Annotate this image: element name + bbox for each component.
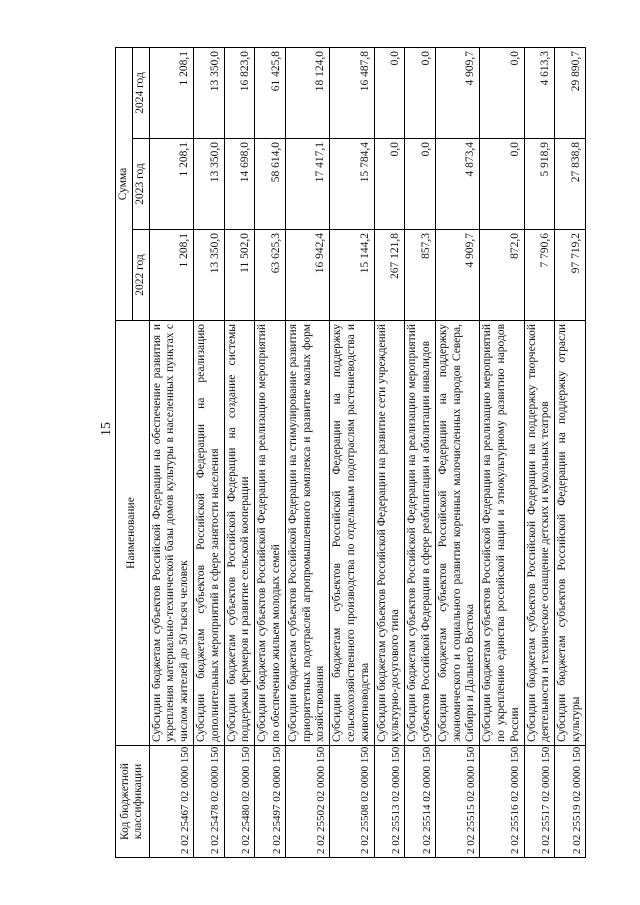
row-name: Субсидии бюджетам субъектов Российской Федерации на реализацию мероприятий по обеспечению жильем молодых семей	[255, 321, 286, 746]
row-value-2023: 0,0	[480, 139, 524, 230]
row-value-2022: 1 208,1	[149, 230, 193, 321]
row-value-2022: 15 144,2	[330, 230, 374, 321]
table-row	[285, 47, 329, 857]
row-value-2022: 63 625,3	[255, 230, 286, 321]
row-value-2023: 5 918,9	[524, 139, 555, 230]
rotated-table-container	[115, 48, 583, 858]
row-value-2022: 857,3	[405, 230, 436, 321]
header-sum: Сумма	[116, 47, 133, 320]
row-name: Субсидии бюджетам субъектов Российской Федерации на развитие сети учреждений культурно-досугового типа	[374, 321, 405, 746]
table-row	[405, 47, 436, 857]
row-name: Субсидии бюджетам субъектов Российской Федерации на создание системы поддержки фермеров и развитие сельской кооперации	[224, 321, 255, 746]
header-name: Наименование	[116, 321, 150, 746]
row-value-2023: 1 208,1	[149, 139, 193, 230]
header-code: Код бюджетной классификации	[116, 746, 150, 858]
row-value-2024: 4 909,7	[435, 47, 479, 138]
table-row	[149, 47, 193, 857]
row-value-2022: 4 909,7	[435, 230, 479, 321]
header-year-2022: 2022 год	[132, 230, 149, 321]
row-value-2023: 0,0	[405, 139, 436, 230]
table-row	[524, 47, 555, 857]
table-row	[255, 47, 286, 857]
row-name: Субсидии бюджетам субъектов Российской Федерации на поддержку экономического и социального развития коренных малочисленных народов Севера, Сибири и Дальнего Востока	[435, 321, 479, 746]
header-year-2023: 2023 год	[132, 139, 149, 230]
row-code: 2 02 25508 02 0000 150	[330, 746, 374, 858]
table-row	[374, 47, 405, 857]
header-row	[116, 47, 133, 857]
row-value-2022: 267 121,8	[374, 230, 405, 321]
row-value-2023: 17 417,1	[285, 139, 329, 230]
row-value-2024: 61 425,8	[255, 47, 286, 138]
row-code: 2 02 25517 02 0000 150	[524, 746, 555, 858]
row-value-2023: 15 784,4	[330, 139, 374, 230]
table-row	[330, 47, 374, 857]
row-code: 2 02 25467 02 0000 150	[149, 746, 193, 858]
row-value-2023: 4 873,4	[435, 139, 479, 230]
row-value-2024: 1 208,1	[149, 47, 193, 138]
row-value-2023: 58 614,0	[255, 139, 286, 230]
row-code: 2 02 25514 02 0000 150	[405, 746, 436, 858]
row-value-2024: 4 613,3	[524, 47, 555, 138]
row-name: Субсидии бюджетам субъектов Российской Федерации на стимулирование развития приоритетных подотраслей агропромышленного комплекса и развитие малых форм хозяйствования	[285, 321, 329, 746]
row-value-2024: 13 350,0	[193, 47, 224, 138]
page-number: 15	[99, 422, 114, 436]
row-code: 2 02 25513 02 0000 150	[374, 746, 405, 858]
header-year-2024: 2024 год	[132, 47, 149, 138]
row-value-2024: 0,0	[405, 47, 436, 138]
table-row	[193, 47, 224, 857]
table-row	[480, 47, 524, 857]
row-value-2022: 11 502,0	[224, 230, 255, 321]
row-value-2024: 0,0	[480, 47, 524, 138]
row-value-2022: 97 719,2	[555, 230, 586, 321]
row-value-2024: 16 487,8	[330, 47, 374, 138]
row-name: Субсидии бюджетам субъектов Российской Федерации на поддержку сельскохозяйственного производства по отдельным подотраслям растениеводства и животноводства	[330, 321, 374, 746]
budget-table	[115, 47, 586, 858]
row-name: Субсидии бюджетам субъектов Российской Федерации на обеспечение развития и укрепления материально-технической базы домов культуры в населенных пунктах с числом жителей до 50 тысяч человек	[149, 321, 193, 746]
row-code: 2 02 25480 02 0000 150	[224, 746, 255, 858]
table-row	[555, 47, 586, 857]
row-code: 2 02 25502 02 0000 150	[285, 746, 329, 858]
row-value-2023: 27 838,8	[555, 139, 586, 230]
row-value-2022: 16 942,4	[285, 230, 329, 321]
row-code: 2 02 25515 02 0000 150	[435, 746, 479, 858]
row-name: Субсидии бюджетам субъектов Российской Федерации на реализацию мероприятий по укреплению единства российской нации и этнокультурному развитию народов России	[480, 321, 524, 746]
row-value-2024: 0,0	[374, 47, 405, 138]
row-name: Субсидии бюджетам субъектов Российской Федерации на реализацию мероприятий субъектов Российской Федерации в сфере реабилитации и абилитации инвалидов	[405, 321, 436, 746]
row-code: 2 02 25516 02 0000 150	[480, 746, 524, 858]
row-value-2024: 29 890,7	[555, 47, 586, 138]
row-value-2022: 7 790,6	[524, 230, 555, 321]
row-value-2023: 0,0	[374, 139, 405, 230]
table-row	[224, 47, 255, 857]
row-code: 2 02 25478 02 0000 150	[193, 746, 224, 858]
budget-table-region	[115, 48, 583, 858]
row-value-2022: 872,0	[480, 230, 524, 321]
row-value-2023: 14 698,0	[224, 139, 255, 230]
row-value-2024: 18 124,0	[285, 47, 329, 138]
row-value-2023: 13 350,0	[193, 139, 224, 230]
row-name: Субсидии бюджетам субъектов Российской Федерации на поддержку творческой деятельности и техническое оснащение детских и кукольных театров	[524, 321, 555, 746]
row-name: Субсидии бюджетам субъектов Российской Федерации на поддержку отрасли культуры	[555, 321, 586, 746]
row-name: Субсидии бюджетам субъектов Российской Федерации на реализацию дополнительных мероприятий в сфере занятости населения	[193, 321, 224, 746]
table-row	[435, 47, 479, 857]
row-value-2022: 13 350,0	[193, 230, 224, 321]
row-code: 2 02 25519 02 0000 150	[555, 746, 586, 858]
row-code: 2 02 25497 02 0000 150	[255, 746, 286, 858]
row-value-2024: 16 823,0	[224, 47, 255, 138]
